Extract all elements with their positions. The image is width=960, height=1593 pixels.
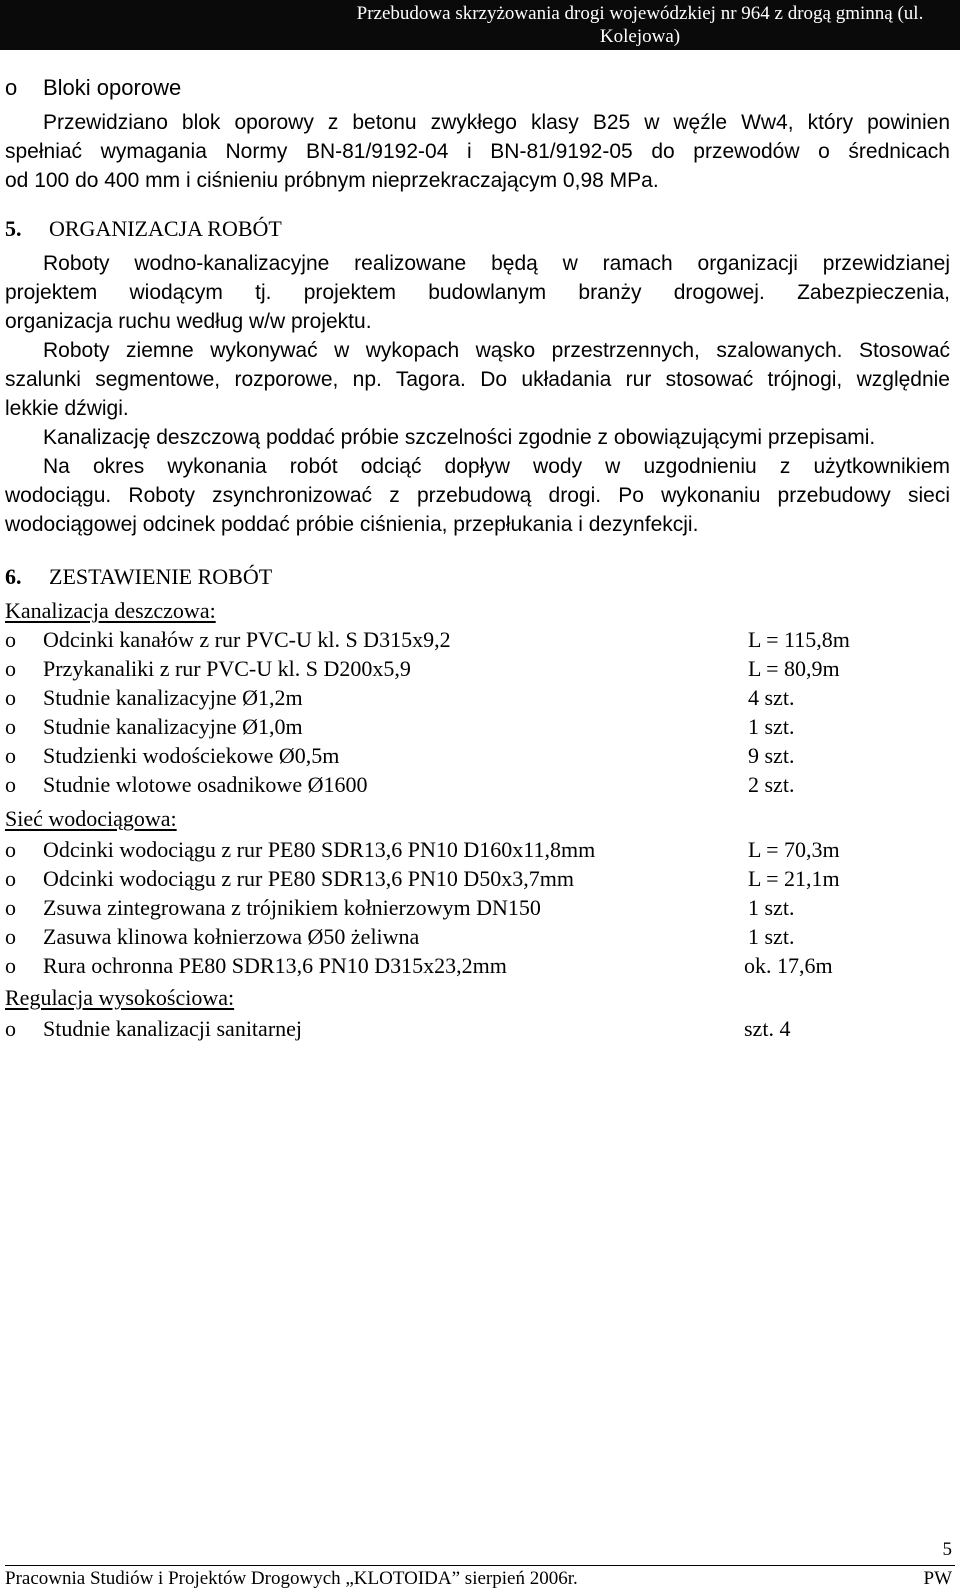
list-item-name: Odcinki wodociągu z rur PE80 SDR13,6 PN10 D160x11,8mm bbox=[43, 837, 596, 862]
paragraph-line: Kanalizację deszczową poddać próbie szczelności zgodnie z obowiązującymi przepisami. bbox=[43, 426, 876, 449]
paragraph-line: Roboty ziemne wykonywać w wykopach wąsko przestrzennych, szalowanych. Stosować bbox=[43, 339, 950, 362]
list-bullet: o bbox=[5, 627, 16, 652]
paragraph-line: Na okres wykonania robót odciąć dopływ wody w uzgodnieniu z użytkownikiem bbox=[43, 455, 950, 478]
list-item-name: Studzienki wodościekowe Ø0,5m bbox=[43, 743, 340, 768]
paragraph-line: wodociągu. Roboty zsynchronizować z przebudową drogi. Po wykonaniu przebudowy sieci bbox=[5, 484, 950, 507]
list-item-value: 2 szt. bbox=[748, 772, 795, 797]
list-bullet: o bbox=[5, 895, 16, 920]
paragraph-line: Roboty wodno-kanalizacyjne realizowane będą w ramach organizacji przewidzianej bbox=[43, 252, 950, 275]
header-line-2: w miejscowości Niepołomice bbox=[527, 49, 753, 70]
list-item-name: Zsuwa zintegrowana z trójnikiem kołnierzowym DN150 bbox=[43, 895, 541, 920]
list-item-value: ok. 17,6m bbox=[744, 953, 833, 978]
list-item-name: Studnie kanalizacji sanitarnej bbox=[43, 1016, 303, 1041]
list-bullet: o bbox=[5, 953, 16, 978]
list-bullet: o bbox=[5, 743, 16, 768]
list-bullet: o bbox=[5, 75, 18, 100]
list-item-value: 4 szt. bbox=[748, 685, 795, 710]
list-item-name: Studnie kanalizacyjne Ø1,2m bbox=[43, 685, 303, 710]
footer-text: Pracownia Studiów i Projektów Drogowych „KLOTOIDA” sierpień 2006r. bbox=[5, 1568, 578, 1589]
list-bullet: o bbox=[5, 1016, 16, 1041]
paragraph-line: spełniać wymagania Normy BN-81/9192-04 i BN-81/9192-05 do przewodów o średnicach bbox=[5, 140, 950, 163]
footer-initials: PW bbox=[923, 1568, 952, 1589]
list-bullet: o bbox=[5, 772, 16, 797]
paragraph-line: wodociągowej odcinek poddać próbie ciśnienia, przepłukania i dezynfekcji. bbox=[5, 513, 699, 536]
paragraph-line: Przewidziano blok oporowy z betonu zwykłego klasy B25 w węźle Ww4, który powinien bbox=[43, 111, 950, 134]
list-item-name: Rura ochronna PE80 SDR13,6 PN10 D315x23,2mm bbox=[43, 953, 507, 978]
list-item-name: Odcinki wodociągu z rur PE80 SDR13,6 PN10 D50x3,7mm bbox=[43, 866, 575, 891]
section-number: 6. bbox=[5, 564, 22, 589]
list-item-name: Przykanaliki z rur PVC-U kl. S D200x5,9 bbox=[43, 656, 411, 681]
list-item-value: 9 szt. bbox=[748, 743, 795, 768]
document-body bbox=[5, 0, 955, 1593]
paragraph-line: projektem wiodącym tj. projektem budowlanym branży drogowej. Zabezpieczenia, bbox=[5, 281, 950, 304]
paragraph-line: organizacja ruchu według w/w projektu. bbox=[5, 310, 372, 333]
section-title: ZESTAWIENIE ROBÓT bbox=[49, 564, 273, 589]
list-item-name: Zasuwa klinowa kołnierzowa Ø50 żeliwna bbox=[43, 924, 420, 949]
group-heading: Sieć wodociągowa: bbox=[5, 806, 177, 831]
list-item-value: szt. 4 bbox=[744, 1016, 791, 1041]
page-number: 5 bbox=[942, 1539, 952, 1560]
list-item-value: 1 szt. bbox=[748, 924, 795, 949]
section-title: ORGANIZACJA ROBÓT bbox=[49, 216, 282, 241]
paragraph-line: lekkie dźwigi. bbox=[5, 397, 129, 420]
list-bullet: o bbox=[5, 656, 16, 681]
list-item-value: L = 80,9m bbox=[748, 656, 840, 681]
list-item-value: 1 szt. bbox=[748, 714, 795, 739]
list-bullet: o bbox=[5, 837, 16, 862]
group-heading: Kanalizacja deszczowa: bbox=[5, 598, 216, 623]
list-item-value: 1 szt. bbox=[748, 895, 795, 920]
list-item-name: Odcinki kanałów z rur PVC-U kl. S D315x9,2 bbox=[43, 627, 451, 652]
paragraph-line: szalunki segmentowe, rozporowe, np. Tagora. Do układania rur stosować trójnogi, względnie bbox=[5, 368, 950, 391]
section-number: 5. bbox=[5, 216, 22, 241]
list-bullet: o bbox=[5, 685, 16, 710]
header-line-1: Przebudowa skrzyżowania drogi wojewódzkiej nr 964 z drogą gminną (ul. Kolejowa) bbox=[356, 3, 924, 47]
list-item-value: L = 115,8m bbox=[748, 627, 850, 652]
list-item-value: L = 21,1m bbox=[748, 866, 840, 891]
paragraph-line: od 100 do 400 mm i ciśnieniu próbnym nieprzekraczającym 0,98 MPa. bbox=[5, 169, 659, 192]
group-heading: Regulacja wysokościowa: bbox=[5, 985, 235, 1010]
list-bullet: o bbox=[5, 714, 16, 739]
list-item-name: Studnie kanalizacyjne Ø1,0m bbox=[43, 714, 303, 739]
list-bullet: o bbox=[5, 924, 16, 949]
list-item-value: L = 70,3m bbox=[748, 837, 840, 862]
subsection-title: Bloki oporowe bbox=[43, 75, 182, 100]
list-bullet: o bbox=[5, 866, 16, 891]
list-item-name: Studnie wlotowe osadnikowe Ø1600 bbox=[43, 772, 368, 797]
